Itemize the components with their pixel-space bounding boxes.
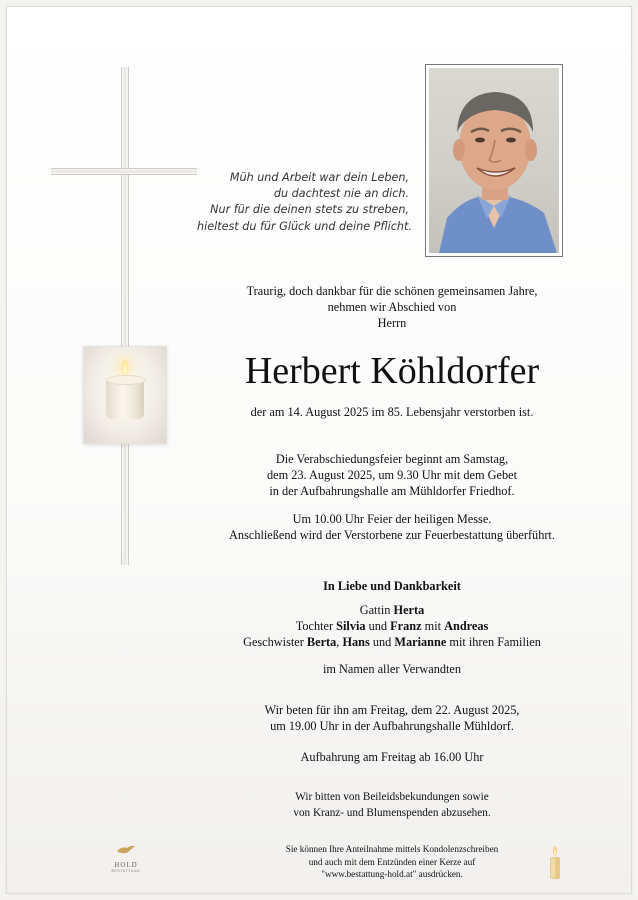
mourner-line-siblings: [207, 634, 577, 650]
label: Geschwister: [243, 635, 307, 650]
intro-line: nehmen wir Abschied von: [327, 300, 457, 315]
poem-line: Nur für die deinen stets zu streben,: [210, 203, 409, 217]
request-line: von Kranz- und Blumenspenden abzusehen.: [293, 806, 491, 819]
ceremony-text: [207, 451, 577, 500]
footer-line: "www.bestattung-hold.at" ausdrücken.: [321, 869, 463, 880]
mourner-line-children: [207, 618, 577, 634]
mass-line: Um 10.00 Uhr Feier der heiligen Messe.: [292, 512, 492, 526]
portrait-image: [429, 68, 559, 253]
footer-line: und auch mit dem Entzünden einer Kerze auf: [308, 856, 476, 867]
request-text: [207, 790, 577, 821]
candle-flame-icon: [121, 359, 129, 375]
mourners-list: [207, 602, 577, 651]
intro-line: Herrn: [377, 316, 407, 331]
prayer-text: [207, 702, 577, 734]
ceremony-line: dem 23. August 2025, um 9.30 Uhr mit dem Gebet: [266, 468, 517, 483]
conjunction: mit: [421, 619, 445, 634]
candle-top: [106, 375, 146, 385]
footer-text: [207, 843, 577, 881]
label: mit ihren Familien: [446, 635, 541, 650]
conjunction: und: [365, 619, 391, 634]
death-notice-line: der am 14. August 2025 im 85. Lebensjahr verstorben ist.: [250, 405, 534, 419]
parte-page: [6, 6, 632, 894]
mass-line: Anschließend wird der Verstorbene zur Feuerbestattung überführt.: [229, 528, 555, 543]
footer-line: Sie können Ihre Anteilnahme mittels Kondolenzschreiben: [285, 844, 499, 854]
viewing-line: Aufbahrung am Freitag ab 16.00 Uhr: [300, 750, 484, 764]
poem-line: du dachtest nie an dich.: [273, 187, 409, 201]
death-notice: [207, 404, 577, 420]
logo-name: HOLD: [114, 861, 138, 869]
candle-body: [106, 379, 144, 419]
mourners-heading-text: In Liebe und Dankbarkeit: [323, 579, 461, 593]
candle-image: [83, 346, 167, 444]
label: Gattin: [359, 603, 394, 617]
mourners-section: [207, 578, 577, 594]
mourner-name: Marianne: [394, 635, 447, 650]
request-line: Wir bitten von Beileidsbekundungen sowie: [295, 791, 489, 803]
mourner-name: Franz: [390, 619, 422, 634]
poem-line: hieltest du für Glück und deine Pflicht.: [197, 219, 412, 233]
portrait-photo: [425, 64, 563, 257]
small-candle-icon: [548, 845, 562, 881]
conjunction: und: [369, 635, 395, 650]
mourner-name: Silvia: [336, 619, 366, 634]
separator: ,: [336, 635, 343, 650]
poem: [197, 170, 412, 235]
mass-text: [207, 511, 577, 543]
intro-text: [207, 283, 577, 332]
label: Tochter: [295, 619, 337, 634]
prayer-line: um 19.00 Uhr in der Aufbahrungshalle Mühldorf.: [270, 719, 514, 734]
relatives-line: im Namen aller Verwandten: [322, 662, 462, 676]
poem-line: Müh und Arbeit war dein Leben,: [229, 171, 409, 184]
cross-icon: [121, 67, 129, 565]
relatives-text: [207, 661, 577, 677]
prayer-line: Wir beten für ihn am Freitag, dem 22. August 2025,: [264, 703, 520, 717]
hold-logo: [107, 843, 145, 874]
mourner-line-wife: [207, 602, 577, 618]
mourner-name: Andreas: [444, 619, 489, 634]
ceremony-line: in der Aufbahrungshalle am Mühldorfer Friedhof.: [269, 484, 515, 499]
ceremony-line: Die Verabschiedungsfeier beginnt am Samstag,: [275, 452, 509, 466]
mourners-heading: [207, 578, 577, 594]
intro-line: Traurig, doch dankbar für die schönen gemeinsamen Jahre,: [246, 284, 538, 298]
viewing-text: [207, 749, 577, 765]
logo-subtitle: BESTATTUNG: [111, 869, 141, 873]
mourner-name: Hans: [342, 635, 370, 650]
cross-bar: [51, 168, 197, 175]
bird-logo-icon: [116, 844, 136, 856]
mourner-name: Berta: [306, 635, 337, 650]
deceased-name: Herbert Köhldorfer: [244, 350, 540, 392]
mourner-name: Herta: [393, 603, 425, 617]
